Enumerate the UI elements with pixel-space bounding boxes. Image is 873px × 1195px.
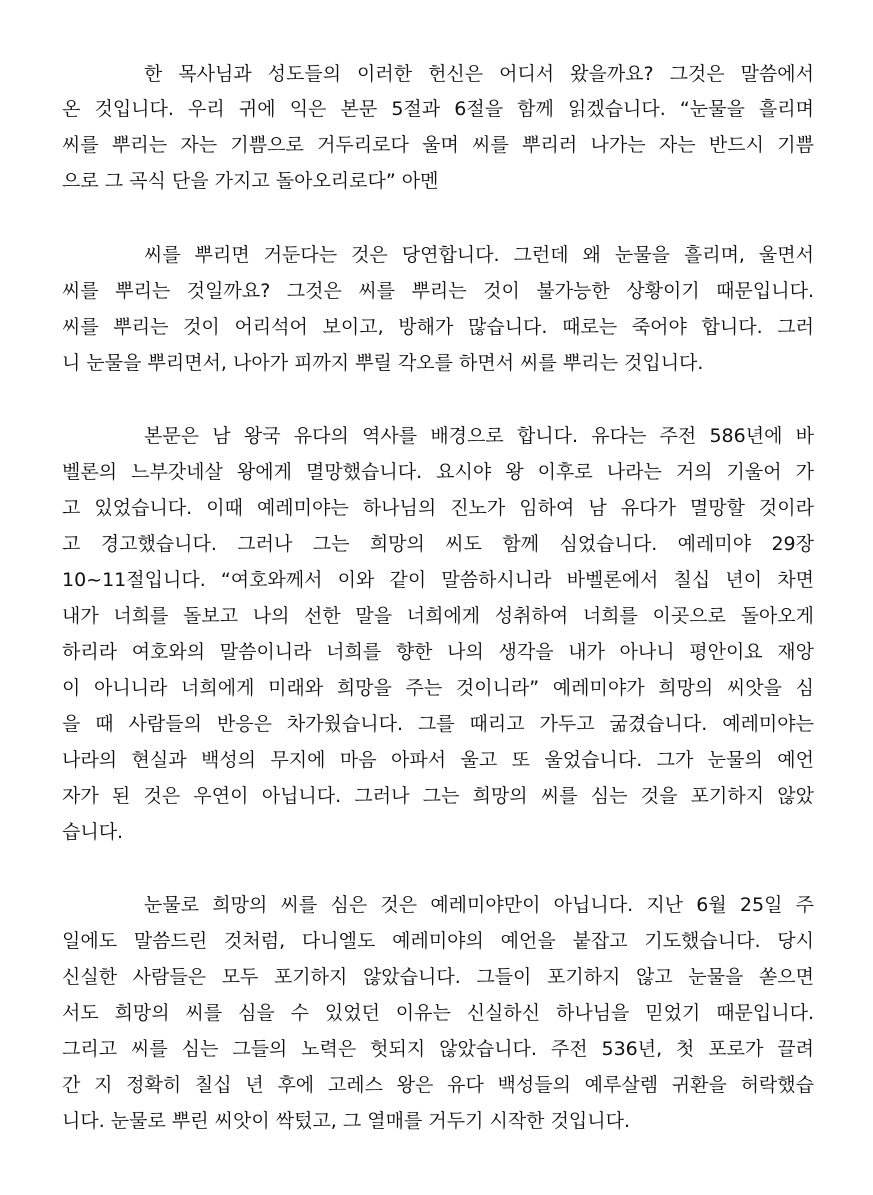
- paragraph-3-line-7: 하리라 여호와의 말씀이니라 너희를 향한 나의 생각을 내가 아나니 평안이요 재앙: [62, 641, 814, 663]
- paragraph-3-line-1: 본문은 남 왕국 유다의 역사를 배경으로 합니다. 유다는 주전 586년에 바: [144, 425, 814, 447]
- paragraph-1-line-4: 으로 그 곡식 단을 가지고 돌아오리로다” 아멘: [62, 170, 439, 192]
- paragraph-3-line-9: 을 때 사람들의 반응은 차가웠습니다. 그를 때리고 가두고 굶겼습니다. 예레미야는: [62, 713, 814, 735]
- paragraph-3-line-12: 습니다.: [62, 821, 124, 843]
- paragraph-3-line-2: 벨론의 느부갓네살 왕에게 멸망했습니다. 요시야 왕 이후로 나라는 거의 기울어 가: [62, 461, 814, 483]
- paragraph-4-line-2: 일에도 말씀드린 것처럼, 다니엘도 예레미야의 예언을 붙잡고 기도했습니다. 당시: [62, 930, 814, 952]
- paragraph-2-line-4: 니 눈물을 뿌리면서, 나아가 피까지 뿌릴 각오를 하면서 씨를 뿌리는 것입니다.: [62, 352, 704, 374]
- paragraph-3-line-8: 이 아니니라 너희에게 미래와 희망을 주는 것이니라” 예레미야가 희망의 씨앗을 심: [62, 677, 814, 699]
- paragraph-1-line-3: 씨를 뿌리는 자는 기쁨으로 거두리로다 울며 씨를 뿌리러 나가는 자는 반드시 기쁨: [62, 134, 814, 156]
- paragraph-3-line-3: 고 있었습니다. 이때 예레미야는 하나님의 진노가 임하여 남 유다가 멸망할 것이라: [62, 497, 814, 519]
- paragraph-4-line-1: 눈물로 희망의 씨를 심은 것은 예레미야만이 아닙니다. 지난 6월 25일 주: [144, 894, 814, 916]
- paragraph-4-line-7: 니다. 눈물로 뿌린 씨앗이 싹텄고, 그 열매를 거두기 시작한 것입니다.: [62, 1110, 631, 1132]
- paragraph-4-line-3: 신실한 사람들은 모두 포기하지 않았습니다. 그들이 포기하지 않고 눈물을 쏟으면: [62, 966, 814, 988]
- paragraph-4-line-6: 간 지 정확히 칠십 년 후에 고레스 왕은 유다 백성들의 예루살렘 귀환을 허락했습: [62, 1074, 814, 1096]
- paragraph-3-line-10: 나라의 현실과 백성의 무지에 마음 아파서 울고 또 울었습니다. 그가 눈물의 예언: [62, 749, 814, 771]
- paragraph-3-line-6: 내가 너희를 돌보고 나의 선한 말을 너희에게 성취하여 너희를 이곳으로 돌아오게: [62, 605, 814, 627]
- paragraph-2-line-1: 씨를 뿌리면 거둔다는 것은 당연합니다. 그런데 왜 눈물을 흘리며, 울면서: [144, 244, 814, 266]
- paragraph-2-line-2: 씨를 뿌리는 것일까요? 그것은 씨를 뿌리는 것이 불가능한 상황이기 때문입니다.: [62, 280, 814, 302]
- paragraph-3-line-5: 10~11절입니다. “여호와께서 이와 같이 말씀하시니라 바벨론에서 칠십 년이 차면: [62, 569, 814, 591]
- paragraph-3-line-4: 고 경고했습니다. 그러나 그는 희망의 씨도 함께 심었습니다. 예레미야 29장: [62, 533, 814, 555]
- paragraph-3-line-11: 자가 된 것은 우연이 아닙니다. 그러나 그는 희망의 씨를 심는 것을 포기하지 않았: [62, 785, 814, 807]
- paragraph-1-line-2: 온 것입니다. 우리 귀에 익은 본문 5절과 6절을 함께 읽겠습니다. “눈물을 흘리며: [62, 98, 814, 120]
- paragraph-1-line-1: 한 목사님과 성도들의 이러한 헌신은 어디서 왔을까요? 그것은 말씀에서: [144, 63, 814, 85]
- paragraph-4-line-5: 그리고 씨를 심는 그들의 노력은 헛되지 않았습니다. 주전 536년, 첫 포로가 끌려: [62, 1038, 814, 1060]
- paragraph-2-line-3: 씨를 뿌리는 것이 어리석어 보이고, 방해가 많습니다. 때로는 죽어야 합니다. 그러: [62, 316, 814, 338]
- paragraph-4-line-4: 서도 희망의 씨를 심을 수 있었던 이유는 신실하신 하나님을 믿었기 때문입니다.: [62, 1002, 814, 1024]
